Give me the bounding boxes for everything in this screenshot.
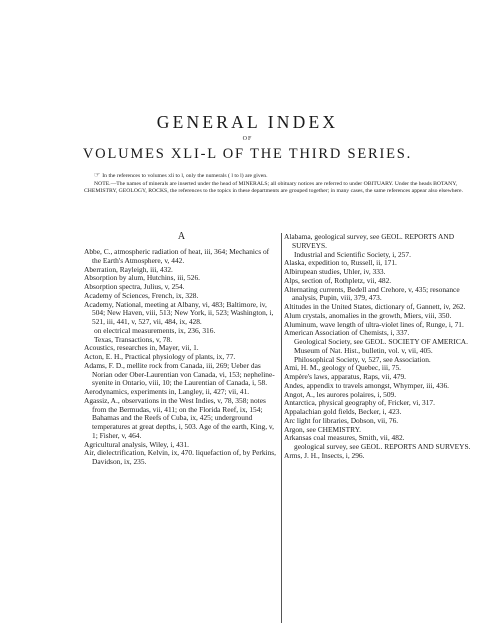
reference-notes: [84, 172, 474, 196]
index-entry: Arms, J. H., Insects, i, 296.: [284, 450, 365, 460]
column-divider: [281, 233, 282, 623]
index-entry: Texas, Transactions, v, 78.: [94, 334, 173, 344]
index-entry: Albirupean studies, Uhler, iv, 333.: [284, 267, 386, 276]
note-line-1-text: In the references to volumes xli to l, only the numerals ( l to l) are given.: [102, 173, 268, 179]
index-entry: Museum of Nat. Hist., bulletin, vol. v, vii, 405.: [294, 345, 433, 355]
index-entry: Appalachian gold fields, Becker, i, 423.: [284, 407, 402, 416]
index-entry: Alps, section of, Rothpletz, vii, 482.: [284, 275, 392, 285]
section-letter: A: [177, 231, 186, 242]
index-entry: Arkansas coal measures, Smith, vii, 482.: [284, 433, 405, 443]
index-entry: Acoustics, researches in, Mayer, vii, 1.: [84, 343, 199, 353]
index-entry: Geological Society, see GEOL. SOCIETY OF AMERICA.: [294, 337, 468, 346]
index-entry: Ampère's laws, apparatus, Raps, vii, 479.: [284, 372, 407, 381]
index-entry: Ami, H. M., geology of Quebec, iii, 75.: [284, 363, 402, 373]
index-entry: Andes, appendix to travels amongst, Whymper, iii, 436.: [284, 380, 450, 390]
index-entry: Abbe, C., atmospheric radiation of heat, iii, 364; Mechanics of the Earth's Atmosphere, v, 442.: [84, 247, 270, 265]
index-entry: Altitudes in the United States, dictionary of, Gannett, iv, 262.: [284, 302, 466, 311]
index-entry: Antarctica, physical geography of, Fricker, vi, 317.: [284, 398, 435, 408]
index-entry: geological survey, see GEOL. REPORTS AND SURVEYS.: [294, 442, 471, 451]
index-entry: Absorption by alum, Hutchins, iii, 526.: [84, 273, 200, 283]
index-entry: Air, dielectrification, Kelvin, ix, 470. liquefaction of, by Perkins, Davidson, ix, 235.: [84, 448, 277, 466]
index-entry: Agricultural analysis, Wiley, i, 431.: [84, 439, 189, 449]
index-entry: Agassiz, A., observations in the West Indies, v, 78, 358; notes from the Bermudas, vii, 411; on the Florida Reef, ix, 154; Bahamas and the Reefs of Cuba, ix, 425; underground temperatures at great depths, i, 503. Age of the earth, King, v, 1; Fisher, v, 464.: [84, 395, 274, 440]
index-entry: Alum crystals, anomalies in the growth, Miers, viii, 350.: [284, 310, 452, 320]
note-line-2: NOTE.—The names of minerals are inserted under the head of MINERALS; all obituary notices are referred to under OBITUARY. Under the heads BOTANY, CHEMISTRY, GEOLOGY, ROCKS, the references to the topics in these departments are grouped together; in many cases, the same references appear also elsewhere.: [84, 180, 463, 195]
note-line-1: [84, 172, 474, 181]
index-entry: Angot, A., les aurores polaires, i, 509.: [284, 389, 397, 399]
page-subtitle: VOLUMES XLI-L OF THE THIRD SERIES.: [82, 146, 413, 162]
right-column: [284, 233, 479, 461]
index-entry: Adams, F. D., mellite rock from Canada, iii, 269; Ueber das Norian oder Ober-Laurentian von Canada, vi, 153; nepheline-syenite in Ontario, viii, 10; the Laurentian of Canada, i, 58.: [84, 360, 275, 388]
index-entry: Acton, E. H., Practical physiology of plants, ix, 77.: [84, 352, 236, 361]
index-entry: Aerodynamics, experiments in, Langley, ii, 427; vii, 41.: [84, 387, 250, 396]
left-column: [84, 233, 279, 467]
index-entry: Alaska, expedition to, Russell, ii, 171.: [284, 258, 397, 268]
index-entry: Industrial and Scientific Society, i, 257.: [294, 249, 411, 259]
pointing-hand-icon: ☞: [94, 171, 101, 179]
index-entry: Alabama, geological survey, see GEOL. REPORTS AND SURVEYS.: [284, 232, 455, 250]
index-entry: Aluminum, wave length of ultra-violet lines of, Runge, i, 71.: [284, 319, 464, 329]
index-entry: Academy of Sciences, French, ix, 328.: [84, 290, 199, 300]
index-entry: Argon, see CHEMISTRY.: [284, 424, 361, 434]
index-entry: on electrical measurements, ix, 236, 316.: [94, 325, 216, 335]
index-entry: Philosophical Society, v, 527, see Association.: [294, 354, 431, 364]
index-entry: Academy, National, meeting at Albany, vi, 483; Baltimore, iv, 504; New Haven, viii, 513; New York, ii, 523; Washington, i, 521, iii, 441, v, 527, vii, 484, ix, 428.: [84, 299, 274, 326]
index-entry: Arc light for libraries, Dobson, vii, 76.: [284, 415, 399, 425]
index-entry: American Association of Chemists, i, 337.: [284, 328, 410, 338]
page-title: GENERAL INDEX: [156, 112, 339, 132]
title-connector: OF: [242, 136, 253, 142]
index-entry: Absorption spectra, Julius, v, 254.: [84, 282, 185, 291]
index-entry: Alternating currents, Bedell and Crehore, v, 435; resonance analysis, Pupin, viii, 379, 473.: [284, 284, 460, 303]
index-entry: Aberration, Rayleigh, iii, 432.: [84, 264, 173, 274]
